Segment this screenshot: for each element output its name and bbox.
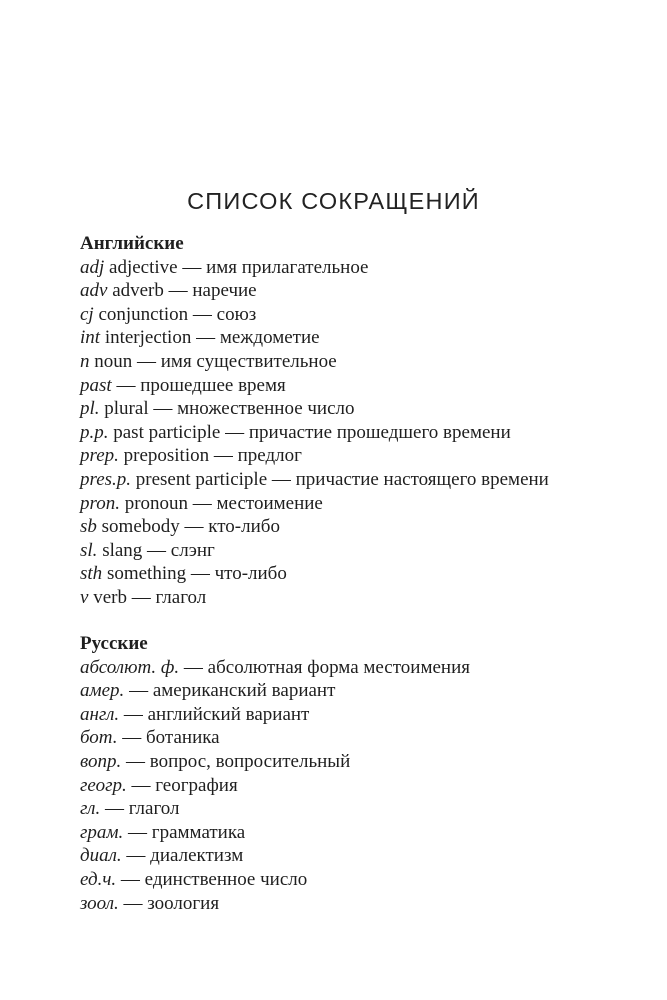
abbreviation: past [80,374,112,396]
entry-v [80,586,600,610]
page-title: СПИСОК СОКРАЩЕНИЙ [187,187,480,214]
entry-angl [80,703,600,727]
entry-gl [80,797,600,821]
definition: — диалектизм [121,845,244,867]
entry-sb [80,515,600,539]
definition: — глагол [100,798,180,820]
entry-bot [80,726,600,750]
definition: — абсолютная форма местоимения [179,656,470,678]
definition: — география [126,774,238,796]
entry-pp [80,421,600,445]
abbreviation: диал. [80,845,122,867]
entry-int [80,326,600,350]
abbreviation: вопр. [80,750,122,772]
abbreviation: sl. [80,539,98,561]
definition: slang — слэнг [97,539,215,561]
abbreviation: абсолют. ф. [80,656,180,678]
definition: something — что-либо [102,563,287,585]
entry-geogr [80,774,600,798]
entry-amer [80,679,600,703]
section-heading: Русские [80,633,148,654]
definition: — вопрос, вопросительный [121,750,351,772]
definition: preposition — предлог [118,445,302,467]
abbreviation: sb [80,516,97,538]
definition: — ботаника [117,727,220,749]
definition: — единственное число [116,868,308,890]
abbreviation: v [80,586,89,608]
abbreviation: pl. [80,398,100,420]
abbreviation: adv [80,280,108,302]
abbreviation: pron. [80,492,120,514]
definition: — зоология [118,892,220,914]
section-heading: Английские [80,233,184,254]
definition: pronoun — местоимение [119,492,323,514]
definition: — прошедшее время [111,374,286,396]
abbreviation: prep. [80,445,119,467]
abbreviation: sth [80,563,103,585]
definition: interjection — междометие [100,327,320,349]
entry-zool [80,892,600,916]
definition: somebody — кто-либо [96,516,280,538]
abbreviation: зоол. [80,892,119,914]
abbreviation: adj [80,256,105,278]
section-english [80,232,600,610]
entry-edch [80,868,600,892]
abbreviation: pres.p. [80,468,132,490]
definition: conjunction — союз [93,303,257,325]
abbreviation: гл. [80,798,101,820]
abbreviation: cj [80,303,94,325]
entry-past [80,374,600,398]
abbreviation: n [80,350,90,372]
definition: plural — множественное число [99,398,355,420]
abbreviation: p.p. [80,421,109,443]
abbreviation: геогр. [80,774,127,796]
entry-adj [80,256,600,280]
entry-sth [80,562,600,586]
abbreviation: амер. [80,680,125,702]
definition: present participle — причастие настоящего времени [131,468,549,490]
abbreviation: ед.ч. [80,868,117,890]
definition: noun — имя существительное [89,350,337,372]
entry-gram [80,821,600,845]
entry-vopr [80,750,600,774]
abbreviation: англ. [80,703,120,725]
definition: — грамматика [123,821,246,843]
definition: — американский вариант [124,680,336,702]
abbreviation: грам. [80,821,124,843]
entry-adv [80,279,600,303]
entry-prep [80,444,600,468]
entry-pl [80,397,600,421]
abbreviation: int [80,327,101,349]
abbreviation: бот. [80,727,118,749]
definition: adverb — наречие [107,280,257,302]
entry-absolut [80,656,600,680]
definition: past participle — причастие прошедшего времени [108,421,511,443]
entry-n [80,350,600,374]
entry-sl [80,539,600,563]
entry-pron [80,492,600,516]
entry-cj [80,303,600,327]
entry-presp [80,468,600,492]
definition: verb — глагол [88,586,207,608]
entry-dial [80,844,600,868]
definition: — английский вариант [119,703,310,725]
section-russian [80,632,600,915]
definition: adjective — имя прилагательное [104,256,369,278]
